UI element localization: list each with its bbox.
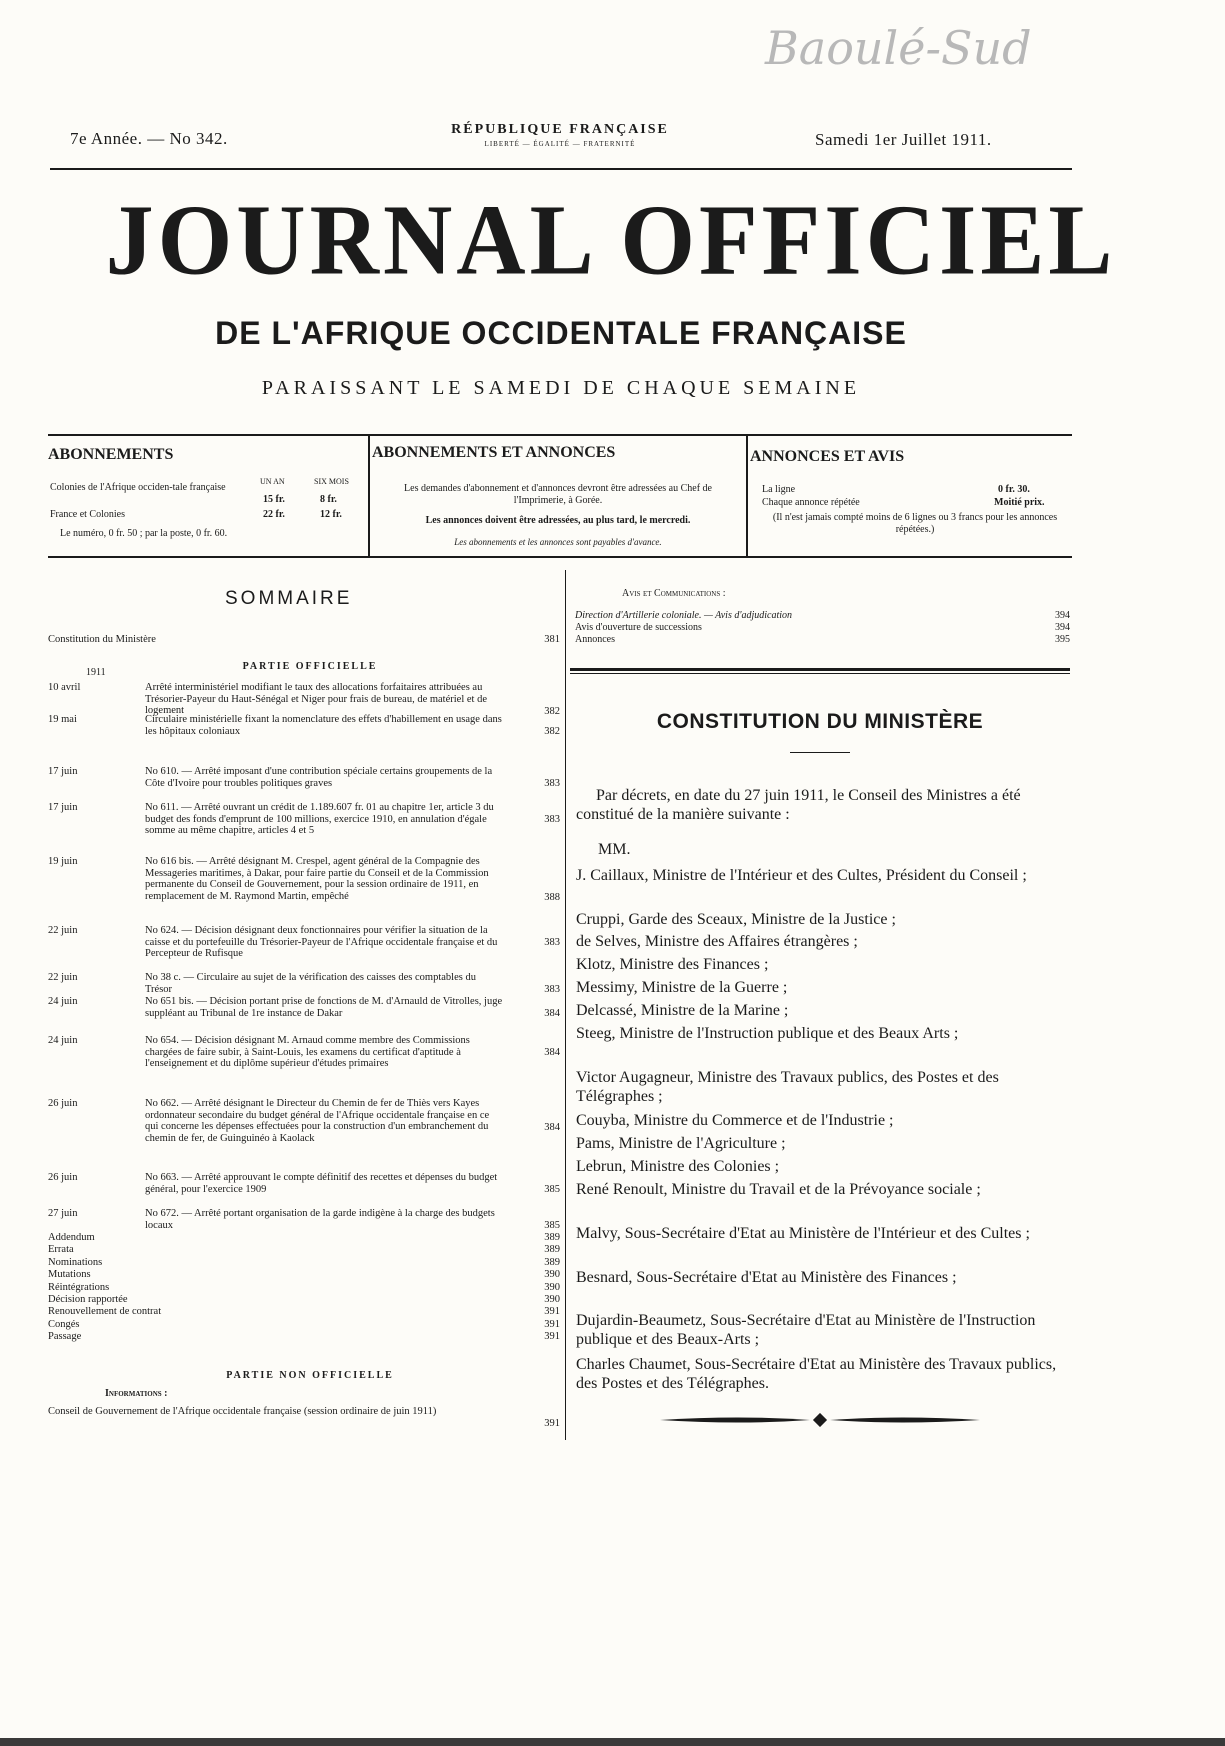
annonces-avis-heading: ANNONCES ET AVIS (750, 448, 905, 465)
toc-text: Constitution du Ministère (48, 634, 156, 645)
minister-entry (576, 1068, 1070, 1106)
repete-label: Chaque annonce répétée (762, 497, 860, 508)
toc-page: 389 (544, 1256, 560, 1268)
col-six-mois: SIX MOIS (314, 477, 349, 486)
minister-text: Victor Augagneur, Ministre des Travaux publics, des Postes et des Télégraphes ; (576, 1069, 999, 1105)
toc-date: 26 juin (48, 1172, 78, 1183)
toc-date: 19 mai (48, 714, 77, 725)
toc-page: 389 (544, 1244, 560, 1256)
avis-text: Annonces (575, 634, 615, 645)
minister-entry (576, 1001, 1070, 1020)
numero-price: Le numéro, 0 fr. 50 ; par la poste, 0 fr. 60. (60, 528, 228, 539)
toc-text: Nominations (48, 1256, 103, 1268)
avis-rule (570, 668, 1070, 671)
toc-date: 19 juin (48, 856, 78, 867)
avis-text: Avis d'ouverture de successions (575, 622, 702, 633)
toc-page: 383 (544, 984, 560, 995)
toc-text: Passage (48, 1331, 82, 1343)
row2-price-year: 22 fr. (263, 509, 285, 520)
toc-date: 17 juin (48, 766, 78, 777)
minister-text: Charles Chaumet, Sous-Secrétaire d'Etat au Ministère des Travaux publics, des Postes et des Télégraphes. (576, 1356, 1057, 1392)
toc-page: 389 (544, 1232, 560, 1243)
toc-date: 17 juin (48, 802, 78, 813)
issue-date: Samedi 1er Juillet 1911. (815, 130, 992, 149)
republic-title: RÉPUBLIQUE FRANÇAISE (451, 122, 669, 137)
toc-page: 384 (544, 1047, 560, 1058)
toc-text: Circulaire ministérielle fixant la nomenclature des effets d'habillement en usage dans les hôpitaux coloniaux (145, 714, 502, 737)
minister-entry (576, 1311, 1070, 1349)
toc-text: Réintégrations (48, 1281, 110, 1293)
box-separator (746, 434, 748, 556)
toc-date: 22 juin (48, 972, 78, 983)
masthead-tagline: PARAISSANT LE SAMEDI DE CHAQUE SEMAINE (261, 377, 861, 399)
toc-page: 384 (544, 1122, 560, 1133)
avis-item[interactable] (575, 634, 1070, 646)
toc-page: 381 (544, 634, 560, 645)
col-un-an: UN AN (260, 477, 285, 486)
toc-page: 390 (544, 1294, 560, 1305)
annonces-avis-panel (750, 434, 1072, 535)
title-underline (790, 752, 850, 753)
partie-officielle-heading: PARTIE OFFICIELLE (242, 661, 378, 672)
minister-text: Klotz, Ministre des Finances ; (576, 956, 769, 973)
row2-label: France et Colonies (50, 509, 125, 520)
toc-page: 383 (544, 937, 560, 948)
toc-page: 391 (544, 1418, 560, 1429)
handwriting-graphic (755, 14, 1185, 80)
minister-entry (576, 1268, 1070, 1287)
republic-header (395, 122, 725, 148)
toc-text: No 616 bis. — Arrêté désignant M. Crespel, agent général de la Compagnie des Messageries maritimes, à Dakar, pour faire partie du Conseil et de la Commission permanente du Conseil de Gouvernement, pour la session ordinaire de 1911, en remplacement de M. Raymond Martin, empêché (145, 856, 489, 902)
republic-motto: LIBERTÉ — ÉGALITÉ — FRATERNITÉ (484, 140, 636, 148)
toc-text: No 651 bis. — Décision portant prise de fonctions de M. d'Arnauld de Vitrolles, juge suppléant au Tribunal de 1re instance de Dakar (145, 996, 503, 1019)
toc-text: No 654. — Décision désignant M. Arnaud comme membre des Commissions chargées de faire subir, à Saint-Louis, les examens du certificat d'aptitude à l'enseignement et du diplôme supérieur d'études primaires (145, 1035, 470, 1069)
abonnements-annonces-line2: Les annonces doivent être adressées, au plus tard, le mercredi. (425, 515, 691, 527)
avis-page: 394 (1055, 622, 1070, 633)
minister-text: Besnard, Sous-Secrétaire d'Etat au Ministère des Finances ; (576, 1269, 957, 1286)
handwriting-text: Baoulé-Sud (765, 21, 1032, 75)
minister-text: Delcassé, Ministre de la Marine ; (576, 1002, 789, 1019)
toc-text: No 624. — Décision désignant deux fonctionnaires pour vérifier la situation de la caisse et du portefeuille du Trésorier-Payeur de l'Afrique occidentale française et du Percepteur de Rufisque (145, 925, 498, 959)
toc-page: 383 (544, 778, 560, 789)
minister-text: Messimy, Ministre de la Guerre ; (576, 979, 788, 996)
column-separator (565, 570, 566, 1440)
minister-entry (576, 1355, 1070, 1393)
handwritten-annotation (755, 14, 1185, 80)
toc-text: No 611. — Arrêté ouvrant un crédit de 1.189.607 fr. 01 au chapitre 1er, article 3 du budget des fonds d'emprunt de 100 millions, exercice 1910, en annulation d'égale somme au même chapitre, articles 4 et 5 (145, 802, 494, 836)
toc-date: 24 juin (48, 1035, 78, 1046)
toc-date: 27 juin (48, 1208, 78, 1219)
masthead-title: JOURNAL OFFICIEL (105, 183, 1117, 296)
closing-ornament (660, 1413, 980, 1427)
toc-page: 385 (544, 1220, 560, 1231)
minister-entry (576, 932, 1070, 951)
avis-item[interactable] (575, 622, 1070, 634)
abonnements-annonces-line1: Les demandes d'abonnement et d'annonces devront être adressées au Chef de l'Imprimerie, à Gorée. (404, 483, 712, 507)
repete-price: Moitié prix. (994, 497, 1045, 508)
minister-entry (576, 978, 1070, 997)
minister-text: Dujardin-Beaumetz, Sous-Secrétaire d'Etat au Ministère de l'Instruction publique et des Beaux-Arts ; (576, 1312, 1036, 1348)
toc-text: Mutations (48, 1269, 91, 1281)
ligne-label: La ligne (762, 484, 796, 495)
minister-entry (576, 1134, 1070, 1153)
minister-entry (576, 1180, 1070, 1199)
toc-page: 385 (544, 1184, 560, 1195)
annonces-note: (Il n'est jamais compté moins de 6 lignes ou 3 francs pour les annonces répétées.) (772, 512, 1058, 535)
avis-rule-thin (570, 673, 1070, 674)
avis-text: Direction d'Artillerie coloniale. — Avis d'adjudication (575, 610, 793, 621)
constitution-intro: Par décrets, en date du 27 juin 1911, le Conseil des Ministres a été constitué de la manière suivante : (576, 787, 1021, 823)
toc-date: 22 juin (48, 925, 78, 936)
issue-number: 7e Année. — No 342. (70, 129, 228, 148)
toc-text: Renouvellement de contrat (48, 1306, 162, 1318)
abonnements-panel (48, 434, 366, 539)
scan-edge (0, 1738, 1225, 1746)
avis-item[interactable] (575, 610, 1070, 622)
toc-year: 1911 (86, 667, 106, 678)
avis-page: 395 (1055, 634, 1070, 645)
toc-text: No 662. — Arrêté désignant le Directeur du Chemin de fer de Thiès vers Kayes ordonnateur secondaire du budget général de l'Afrique occidentale française en ce qui concerne les dépenses effectuées pour la construction d'un embranchement du chemin de fer, de Guinguinéo à Kaolack (145, 1098, 490, 1144)
minister-entry (576, 1111, 1070, 1130)
toc-page: 388 (544, 892, 560, 903)
toc-page: 390 (544, 1281, 560, 1293)
abonnements-annonces-line3: Les abonnements et les annonces sont payables d'avance. (454, 537, 662, 548)
toc-page: 382 (544, 706, 560, 717)
minister-text: Couyba, Ministre du Commerce et de l'Industrie ; (576, 1112, 894, 1129)
constitution-title: CONSTITUTION DU MINISTÈRE (656, 710, 984, 733)
minister-entry (576, 1157, 1070, 1176)
avis-heading: Avis et Communications : (622, 588, 726, 599)
toc-text: Errata (48, 1244, 74, 1256)
avis-page: 394 (1055, 610, 1070, 621)
toc-text: No 38 c. — Circulaire au sujet de la vérification des caisses des comptables du Trésor (145, 972, 476, 995)
toc-text: No 672. — Arrêté portant organisation de la garde indigène à la charge des budgets locaux (145, 1208, 495, 1231)
toc-text: Décision rapportée (48, 1294, 128, 1305)
toc-text: Arrêté interministériel modifiant le taux des allocations forfaitaires attribuées au Trésorier-Payeur du Haut-Sénégal et Niger pour frais de bureau, de matériel et de logement (145, 682, 487, 716)
toc-date: 24 juin (48, 996, 78, 1007)
toc-page: 391 (544, 1306, 560, 1318)
toc-date: 26 juin (48, 1098, 78, 1109)
header-rule (50, 168, 1072, 170)
minister-entry (576, 1224, 1070, 1243)
minister-entry (576, 910, 1070, 929)
minister-text: Lebrun, Ministre des Colonies ; (576, 1158, 780, 1175)
sommaire-title: SOMMAIRE (225, 588, 353, 609)
toc-page: 384 (544, 1008, 560, 1019)
abonnements-heading: ABONNEMENTS (48, 446, 174, 463)
toc-text: Conseil de Gouvernement de l'Afrique occidentale française (session ordinaire de juin 1911) (48, 1406, 437, 1417)
toc-text: No 663. — Arrêté approuvant le compte définitif des recettes et dépenses du budget général, pour l'exercice 1909 (145, 1172, 498, 1195)
toc-page: 391 (544, 1318, 560, 1330)
minister-entry (576, 1024, 1070, 1043)
minister-text: J. Caillaux, Ministre de l'Intérieur et des Cultes, Président du Conseil ; (576, 867, 1027, 884)
row2-price-six: 12 fr. (320, 509, 342, 520)
informations-heading: Informations : (105, 1388, 168, 1399)
toc-text: No 610. — Arrêté imposant d'une contribution spéciale certains groupements de la Côte d'Ivoire pour troubles politiques graves (145, 766, 493, 789)
row1-price-six: 8 fr. (320, 494, 337, 505)
abonnements-annonces-heading: ABONNEMENTS ET ANNONCES (372, 444, 616, 461)
minister-text: Pams, Ministre de l'Agriculture ; (576, 1135, 786, 1152)
toc-page: 391 (544, 1331, 560, 1343)
ligne-price: 0 fr. 30. (998, 484, 1030, 495)
row1-label: Colonies de l'Afrique occiden-tale française (50, 482, 226, 493)
toc-page: 390 (544, 1269, 560, 1281)
toc-page: 382 (544, 726, 560, 737)
minister-text: Malvy, Sous-Secrétaire d'Etat au Ministère de l'Intérieur et des Cultes ; (576, 1225, 1030, 1242)
minister-entry (576, 955, 1070, 974)
minister-text: de Selves, Ministre des Affaires étrangères ; (576, 933, 858, 950)
constitution-mm: MM. (598, 841, 631, 858)
minister-text: René Renoult, Ministre du Travail et de la Prévoyance sociale ; (576, 1181, 981, 1198)
toc-text: Congés (48, 1318, 80, 1330)
abonnements-annonces-panel (372, 434, 744, 548)
masthead-subtitle: DE L'AFRIQUE OCCIDENTALE FRANÇAISE (215, 315, 907, 351)
toc-page: 383 (544, 814, 560, 825)
minister-entry (576, 866, 1070, 885)
toc-date: 10 avril (48, 682, 81, 693)
partie-non-officielle-heading: PARTIE NON OFFICIELLE (226, 1370, 394, 1381)
toc-text: Addendum (48, 1232, 95, 1243)
minister-text: Cruppi, Garde des Sceaux, Ministre de la Justice ; (576, 911, 896, 928)
minister-text: Steeg, Ministre de l'Instruction publique et des Beaux Arts ; (576, 1025, 959, 1042)
row1-price-year: 15 fr. (263, 494, 285, 505)
